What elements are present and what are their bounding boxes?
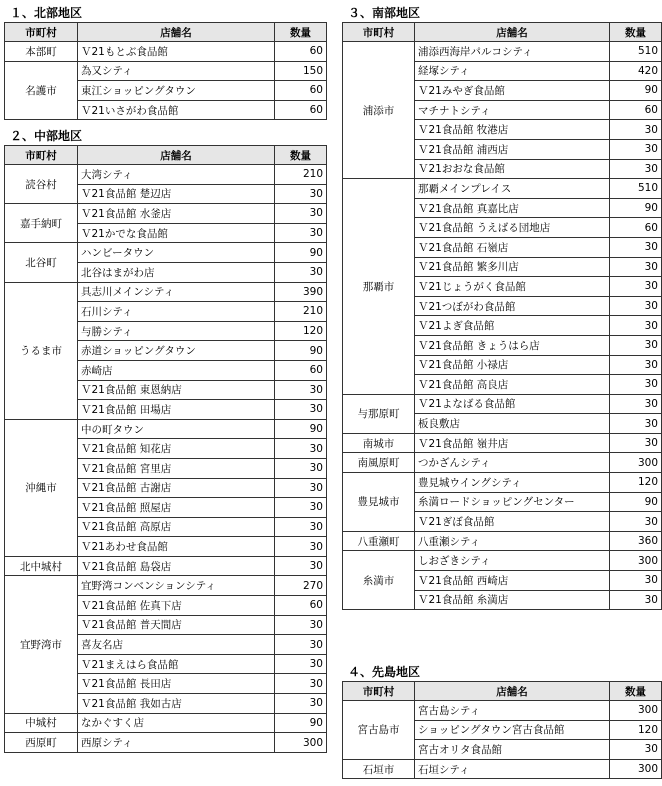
quantity-cell: 90 bbox=[610, 492, 662, 512]
store-name-cell: 糸満ロードショッピングセンター bbox=[415, 492, 610, 512]
table-row bbox=[343, 433, 662, 453]
quantity-cell: 30 bbox=[610, 414, 662, 434]
city-cell: 沖縄市 bbox=[5, 419, 78, 556]
store-name-cell: Ｖ21ぎぼ食品館 bbox=[415, 512, 610, 532]
quantity-cell: 30 bbox=[610, 590, 662, 610]
header-qty: 数量 bbox=[275, 146, 327, 165]
quantity-cell: 90 bbox=[275, 243, 327, 263]
header-store: 店舗名 bbox=[415, 682, 610, 701]
quantity-cell: 30 bbox=[275, 204, 327, 224]
store-name-cell: Ｖ21食品館 高原店 bbox=[78, 517, 275, 537]
store-name-cell: 石垣シティ bbox=[415, 759, 610, 779]
quantity-cell: 120 bbox=[610, 473, 662, 493]
table-row bbox=[343, 179, 662, 199]
header-store: 店舗名 bbox=[415, 23, 610, 42]
city-cell: 与那原町 bbox=[343, 394, 415, 433]
quantity-cell: 30 bbox=[610, 139, 662, 159]
store-name-cell: Ｖ21食品館 高良店 bbox=[415, 375, 610, 395]
store-name-cell: 北谷はまがわ店 bbox=[78, 262, 275, 282]
city-cell: 南風原町 bbox=[343, 453, 415, 473]
store-name-cell: 板良敷店 bbox=[415, 414, 610, 434]
store-name-cell: Ｖ21よぎ食品館 bbox=[415, 316, 610, 336]
quantity-cell: 300 bbox=[610, 453, 662, 473]
store-name-cell: Ｖ21いさがわ食品館 bbox=[78, 100, 275, 120]
quantity-cell: 300 bbox=[610, 759, 662, 779]
quantity-cell: 30 bbox=[610, 257, 662, 277]
quantity-cell: 90 bbox=[275, 341, 327, 361]
header-store: 店舗名 bbox=[78, 23, 275, 42]
section-south bbox=[342, 4, 662, 610]
store-name-cell: 大湾シティ bbox=[78, 165, 275, 185]
header-qty: 数量 bbox=[275, 23, 327, 42]
city-cell: 浦添市 bbox=[343, 42, 415, 179]
table-row bbox=[5, 42, 327, 62]
store-name-cell: Ｖ21食品館 石嶺店 bbox=[415, 237, 610, 257]
table-row bbox=[343, 551, 662, 571]
quantity-cell: 90 bbox=[610, 81, 662, 101]
quantity-cell: 30 bbox=[275, 400, 327, 420]
city-cell: うるま市 bbox=[5, 282, 78, 419]
header-qty: 数量 bbox=[610, 23, 662, 42]
quantity-cell: 30 bbox=[275, 556, 327, 576]
quantity-cell: 510 bbox=[610, 42, 662, 62]
city-cell: 本部町 bbox=[5, 42, 78, 62]
table-row bbox=[343, 453, 662, 473]
city-cell: 北谷町 bbox=[5, 243, 78, 282]
quantity-cell: 30 bbox=[275, 478, 327, 498]
quantity-cell: 60 bbox=[275, 81, 327, 101]
store-name-cell: Ｖ21食品館 古謝店 bbox=[78, 478, 275, 498]
quantity-cell: 300 bbox=[610, 701, 662, 721]
table-row bbox=[5, 204, 327, 224]
quantity-cell: 30 bbox=[275, 184, 327, 204]
quantity-cell: 210 bbox=[275, 302, 327, 322]
table-row bbox=[343, 42, 662, 62]
city-cell: 読谷村 bbox=[5, 165, 78, 204]
store-name-cell: Ｖ21もとぶ食品館 bbox=[78, 42, 275, 62]
quantity-cell: 90 bbox=[275, 713, 327, 733]
quantity-cell: 30 bbox=[275, 694, 327, 714]
table-row bbox=[5, 733, 327, 753]
store-name-cell: Ｖ21食品館 宮里店 bbox=[78, 458, 275, 478]
city-cell: 嘉手納町 bbox=[5, 204, 78, 243]
quantity-cell: 90 bbox=[610, 198, 662, 218]
store-name-cell: 具志川メインシティ bbox=[78, 282, 275, 302]
store-name-cell: 石川シティ bbox=[78, 302, 275, 322]
store-name-cell: 為又シティ bbox=[78, 61, 275, 81]
quantity-cell: 60 bbox=[275, 360, 327, 380]
store-name-cell: Ｖ21あわせ食品館 bbox=[78, 537, 275, 557]
quantity-cell: 270 bbox=[275, 576, 327, 596]
city-cell: 宮古島市 bbox=[343, 701, 415, 760]
quantity-cell: 30 bbox=[275, 439, 327, 459]
store-name-cell: Ｖ21食品館 嶺井店 bbox=[415, 433, 610, 453]
table-header-row bbox=[343, 682, 662, 701]
quantity-cell: 120 bbox=[275, 321, 327, 341]
table-row bbox=[343, 394, 662, 414]
quantity-cell: 30 bbox=[610, 433, 662, 453]
quantity-cell: 30 bbox=[610, 355, 662, 375]
quantity-cell: 30 bbox=[275, 380, 327, 400]
quantity-cell: 210 bbox=[275, 165, 327, 185]
store-name-cell: 中の町タウン bbox=[78, 419, 275, 439]
section-title: ３、南部地区 bbox=[348, 6, 421, 20]
quantity-cell: 30 bbox=[275, 517, 327, 537]
store-table bbox=[4, 22, 327, 120]
quantity-cell: 30 bbox=[610, 375, 662, 395]
store-name-cell: Ｖ21食品館 西崎店 bbox=[415, 571, 610, 591]
table-row bbox=[343, 759, 662, 779]
quantity-cell: 30 bbox=[610, 571, 662, 591]
store-name-cell: 豊見城ウイングシティ bbox=[415, 473, 610, 493]
store-name-cell: 喜友名店 bbox=[78, 635, 275, 655]
store-name-cell: しおざきシティ bbox=[415, 551, 610, 571]
store-name-cell: Ｖ21まえはら食品館 bbox=[78, 654, 275, 674]
store-name-cell: Ｖ21食品館 浦西店 bbox=[415, 139, 610, 159]
store-name-cell: Ｖ21食品館 東恩納店 bbox=[78, 380, 275, 400]
store-name-cell: Ｖ21食品館 長田店 bbox=[78, 674, 275, 694]
quantity-cell: 30 bbox=[275, 458, 327, 478]
city-cell: 名護市 bbox=[5, 61, 78, 120]
quantity-cell: 30 bbox=[610, 296, 662, 316]
quantity-cell: 120 bbox=[610, 720, 662, 740]
table-row bbox=[5, 419, 327, 439]
quantity-cell: 30 bbox=[610, 277, 662, 297]
store-name-cell: ハンビータウン bbox=[78, 243, 275, 263]
store-name-cell: Ｖ21食品館 楚辺店 bbox=[78, 184, 275, 204]
table-row bbox=[343, 701, 662, 721]
store-table bbox=[342, 681, 662, 779]
quantity-cell: 30 bbox=[275, 674, 327, 694]
store-name-cell: 赤道ショッピングタウン bbox=[78, 341, 275, 361]
store-name-cell: 西原シティ bbox=[78, 733, 275, 753]
table-row bbox=[5, 243, 327, 263]
quantity-cell: 60 bbox=[275, 596, 327, 616]
store-name-cell: Ｖ21食品館 普天間店 bbox=[78, 615, 275, 635]
store-name-cell: 赤崎店 bbox=[78, 360, 275, 380]
store-table bbox=[342, 22, 662, 610]
store-name-cell: マチナトシティ bbox=[415, 100, 610, 120]
city-cell: 八重瀬町 bbox=[343, 531, 415, 551]
city-cell: 西原町 bbox=[5, 733, 78, 753]
header-qty: 数量 bbox=[610, 682, 662, 701]
quantity-cell: 30 bbox=[610, 120, 662, 140]
city-cell: 南城市 bbox=[343, 433, 415, 453]
section-central bbox=[4, 127, 327, 753]
store-name-cell: Ｖ21食品館 きょうはら店 bbox=[415, 335, 610, 355]
quantity-cell: 30 bbox=[275, 262, 327, 282]
store-name-cell: Ｖ21かでな食品館 bbox=[78, 223, 275, 243]
table-header-row bbox=[5, 146, 327, 165]
quantity-cell: 30 bbox=[275, 223, 327, 243]
store-name-cell: 浦添西海岸パルコシティ bbox=[415, 42, 610, 62]
quantity-cell: 60 bbox=[275, 100, 327, 120]
table-header-row bbox=[5, 23, 327, 42]
table-row bbox=[343, 531, 662, 551]
quantity-cell: 60 bbox=[610, 100, 662, 120]
quantity-cell: 360 bbox=[610, 531, 662, 551]
table-row bbox=[5, 713, 327, 733]
store-name-cell: Ｖ21食品館 小禄店 bbox=[415, 355, 610, 375]
store-name-cell: つかざんシティ bbox=[415, 453, 610, 473]
quantity-cell: 30 bbox=[275, 654, 327, 674]
store-name-cell: なかぐすく店 bbox=[78, 713, 275, 733]
section-title: ２、中部地区 bbox=[10, 129, 83, 143]
store-name-cell: 宮古島シティ bbox=[415, 701, 610, 721]
store-name-cell: 経塚シティ bbox=[415, 61, 610, 81]
quantity-cell: 300 bbox=[275, 733, 327, 753]
city-cell: 糸満市 bbox=[343, 551, 415, 610]
quantity-cell: 30 bbox=[275, 537, 327, 557]
store-name-cell: Ｖ21食品館 佐真下店 bbox=[78, 596, 275, 616]
quantity-cell: 60 bbox=[610, 218, 662, 238]
header-store: 店舗名 bbox=[78, 146, 275, 165]
store-name-cell: Ｖ21食品館 島袋店 bbox=[78, 556, 275, 576]
store-table bbox=[4, 145, 327, 753]
store-name-cell: Ｖ21食品館 牧港店 bbox=[415, 120, 610, 140]
quantity-cell: 30 bbox=[610, 740, 662, 760]
city-cell: 那覇市 bbox=[343, 179, 415, 395]
quantity-cell: 30 bbox=[275, 615, 327, 635]
store-name-cell: Ｖ21食品館 照屋店 bbox=[78, 498, 275, 518]
header-city: 市町村 bbox=[5, 146, 78, 165]
table-row bbox=[5, 165, 327, 185]
quantity-cell: 30 bbox=[275, 498, 327, 518]
header-city: 市町村 bbox=[5, 23, 78, 42]
city-cell: 北中城村 bbox=[5, 556, 78, 576]
header-city: 市町村 bbox=[343, 23, 415, 42]
store-name-cell: Ｖ21食品館 繁多川店 bbox=[415, 257, 610, 277]
quantity-cell: 30 bbox=[610, 237, 662, 257]
table-row bbox=[5, 556, 327, 576]
table-header-row bbox=[343, 23, 662, 42]
table-row bbox=[5, 282, 327, 302]
store-name-cell: ショッピングタウン宮古食品館 bbox=[415, 720, 610, 740]
quantity-cell: 90 bbox=[275, 419, 327, 439]
quantity-cell: 420 bbox=[610, 61, 662, 81]
city-cell: 宜野湾市 bbox=[5, 576, 78, 713]
city-cell: 中城村 bbox=[5, 713, 78, 733]
city-cell: 石垣市 bbox=[343, 759, 415, 779]
store-name-cell: 宮古オリタ食品館 bbox=[415, 740, 610, 760]
store-name-cell: 与勝シティ bbox=[78, 321, 275, 341]
store-name-cell: Ｖ21食品館 真嘉比店 bbox=[415, 198, 610, 218]
quantity-cell: 300 bbox=[610, 551, 662, 571]
quantity-cell: 30 bbox=[610, 159, 662, 179]
quantity-cell: 30 bbox=[610, 335, 662, 355]
store-name-cell: Ｖ21つぼがわ食品館 bbox=[415, 296, 610, 316]
store-name-cell: 宜野湾コンベンションシティ bbox=[78, 576, 275, 596]
store-name-cell: Ｖ21食品館 糸満店 bbox=[415, 590, 610, 610]
quantity-cell: 510 bbox=[610, 179, 662, 199]
store-name-cell: Ｖ21食品館 知花店 bbox=[78, 439, 275, 459]
store-name-cell: 那覇メインプレイス bbox=[415, 179, 610, 199]
quantity-cell: 30 bbox=[610, 394, 662, 414]
store-name-cell: Ｖ21みやぎ食品館 bbox=[415, 81, 610, 101]
store-name-cell: Ｖ21食品館 我如古店 bbox=[78, 694, 275, 714]
store-name-cell: 東江ショッピングタウン bbox=[78, 81, 275, 101]
store-name-cell: Ｖ21じょうがく食品館 bbox=[415, 277, 610, 297]
store-name-cell: Ｖ21食品館 うえばる団地店 bbox=[415, 218, 610, 238]
table-row bbox=[5, 576, 327, 596]
quantity-cell: 150 bbox=[275, 61, 327, 81]
section-title: ４、先島地区 bbox=[348, 665, 421, 679]
city-cell: 豊見城市 bbox=[343, 473, 415, 532]
quantity-cell: 390 bbox=[275, 282, 327, 302]
store-name-cell: 八重瀬シティ bbox=[415, 531, 610, 551]
store-name-cell: Ｖ21食品館 水釜店 bbox=[78, 204, 275, 224]
quantity-cell: 30 bbox=[610, 512, 662, 532]
table-row bbox=[5, 61, 327, 81]
section-title: １、北部地区 bbox=[10, 6, 83, 20]
section-sakishima bbox=[342, 663, 662, 779]
section-north bbox=[4, 4, 327, 120]
quantity-cell: 30 bbox=[610, 316, 662, 336]
store-name-cell: Ｖ21よなばる食品館 bbox=[415, 394, 610, 414]
quantity-cell: 60 bbox=[275, 42, 327, 62]
quantity-cell: 30 bbox=[275, 635, 327, 655]
store-name-cell: Ｖ21おおな食品館 bbox=[415, 159, 610, 179]
header-city: 市町村 bbox=[343, 682, 415, 701]
table-row bbox=[343, 473, 662, 493]
store-name-cell: Ｖ21食品館 田場店 bbox=[78, 400, 275, 420]
